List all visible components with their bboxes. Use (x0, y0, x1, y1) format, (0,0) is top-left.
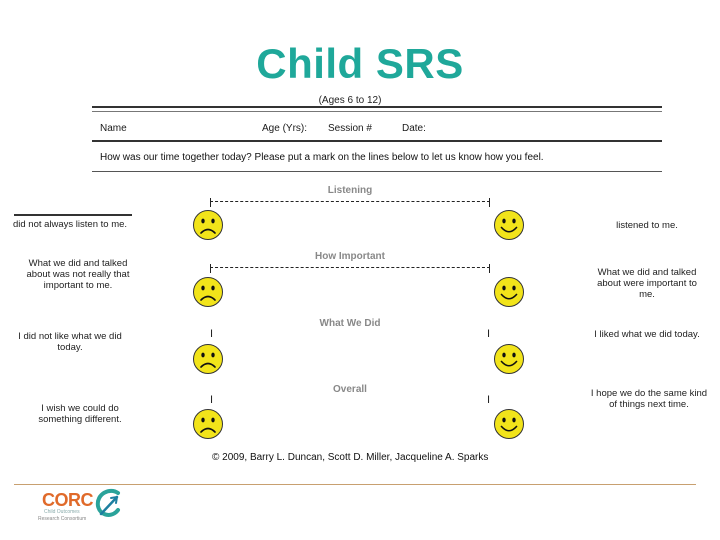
left-bar (14, 214, 132, 216)
scale-title-overall: Overall (333, 384, 367, 395)
scale-end-left: I (210, 394, 214, 406)
how-important-right-anchor: What we did and talked about were important to me. (597, 267, 697, 300)
instruction-text: How was our time together today? Please put a mark on the lines below to let us know how you feel. (100, 152, 544, 163)
date-label: Date: (402, 123, 426, 134)
listening-right-anchor: listened to me. (616, 220, 678, 231)
scale-end-right: I (487, 328, 491, 340)
copyright-notice: © 2009, Barry L. Duncan, Scott D. Miller, Jacqueline A. Sparks (212, 452, 489, 463)
session-label: Session # (328, 123, 372, 134)
name-label: Name (100, 123, 127, 134)
scale-title-what-we-did: What We Did (319, 318, 381, 329)
rating-line-how-important[interactable] (210, 267, 490, 277)
scale-title-how-important: How Important (315, 251, 385, 262)
age-range: (Ages 6 to 12) (318, 95, 382, 106)
sad-face-icon (192, 276, 224, 308)
form-divider (92, 111, 662, 112)
listening-left-anchor: did not always listen to me. (12, 219, 128, 230)
scale-end-left: I (210, 328, 214, 340)
rating-line-listening[interactable] (210, 201, 490, 211)
sad-face-icon (192, 209, 224, 241)
overall-right-anchor: I hope we do the same kind of things next time. (590, 388, 708, 410)
form-header (92, 106, 662, 142)
logo-line-2: Research Consortium (38, 516, 87, 522)
happy-face-icon (493, 209, 525, 241)
overall-left-anchor: I wish we could do something different. (38, 403, 122, 425)
logo-line-1: Child Outcomes (44, 509, 80, 515)
scale-title-listening: Listening (327, 185, 373, 196)
scale-end-right: I (487, 394, 491, 406)
happy-face-icon (493, 276, 525, 308)
happy-face-icon (493, 408, 525, 440)
logo-wordmark: CORC (42, 490, 93, 510)
slide-title: Child SRS (256, 40, 464, 87)
sad-face-icon (192, 408, 224, 440)
how-important-left-anchor: What we did and talked about was not really that important to me. (26, 258, 130, 291)
footer-divider (14, 484, 696, 485)
instruction-divider (92, 171, 662, 172)
corc-logo (36, 488, 126, 524)
what-we-did-right-anchor: I liked what we did today. (594, 329, 700, 340)
what-we-did-left-anchor: I did not like what we did today. (18, 331, 122, 353)
happy-face-icon (493, 343, 525, 375)
age-label: Age (Yrs): (262, 123, 308, 134)
logo-swirl-icon (92, 488, 124, 522)
sad-face-icon (192, 343, 224, 375)
